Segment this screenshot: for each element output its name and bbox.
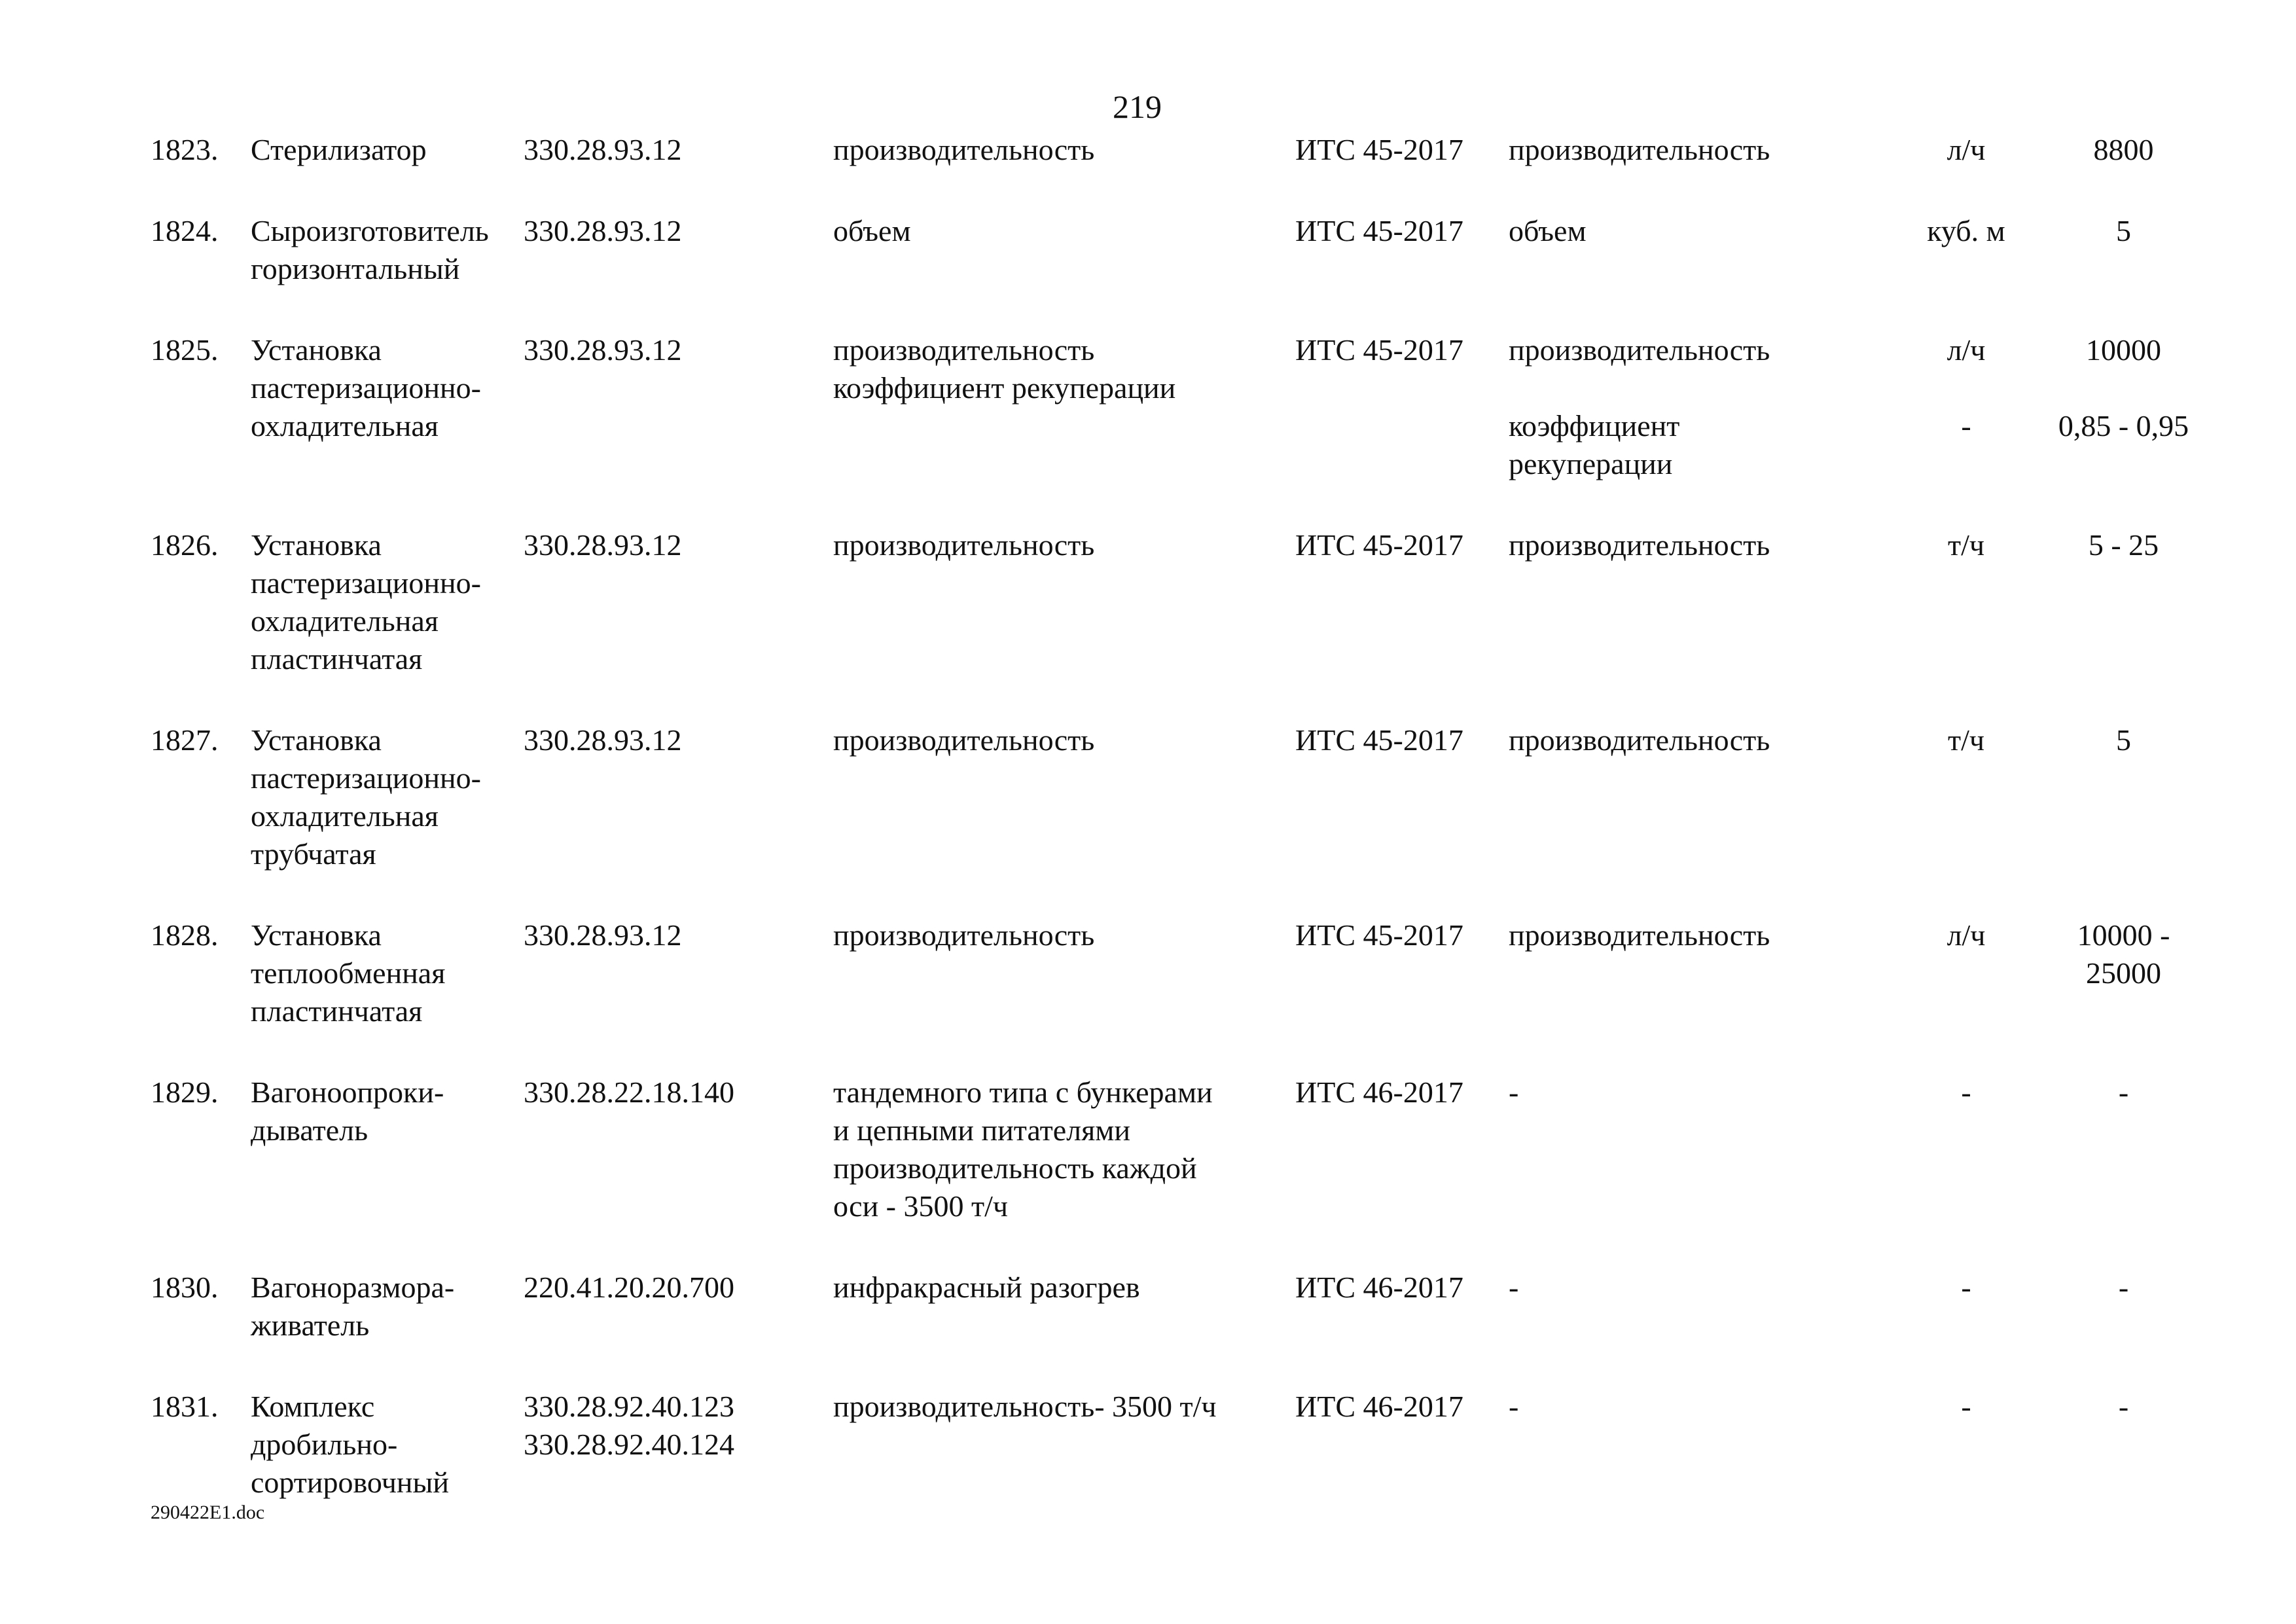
parameter-value: 10000 - 25000 bbox=[2077, 918, 2170, 990]
parameter-value: - bbox=[2118, 1271, 2129, 1304]
parameter-value: - bbox=[2118, 1075, 2129, 1109]
its-reference: ИТС 45-2017 bbox=[1295, 528, 1463, 562]
parameter-value: 8800 bbox=[2093, 133, 2154, 166]
okpd-code: 330.28.92.40.123 330.28.92.40.124 bbox=[524, 1390, 734, 1461]
footer-document-code: 290422E1.doc bbox=[151, 1502, 265, 1523]
page-number: 219 bbox=[1113, 88, 1162, 125]
parameter-name-cell bbox=[1509, 1269, 1897, 1388]
okpd-code: 330.28.22.18.140 bbox=[524, 1075, 734, 1109]
unit-of-measure: - bbox=[1961, 1271, 1971, 1304]
parameter-name: - bbox=[1509, 1390, 1519, 1423]
parameter-value-cell bbox=[2035, 721, 2212, 916]
row-number: 1827. bbox=[151, 723, 219, 757]
unit-of-measure-cell bbox=[1897, 1269, 2035, 1388]
parameter-name: производительность bbox=[1509, 918, 1770, 952]
row-number: 1831. bbox=[151, 1390, 219, 1423]
parameter-name: производительность bbox=[1509, 528, 1770, 562]
unit-of-measure-cell bbox=[1897, 916, 2035, 1074]
okpd-code: 330.28.93.12 bbox=[524, 333, 682, 367]
its-reference: ИТС 46-2017 bbox=[1295, 1390, 1463, 1423]
parameter-value: - bbox=[2118, 1390, 2129, 1423]
okpd-code: 220.41.20.20.700 bbox=[524, 1271, 734, 1304]
okpd-code: 330.28.93.12 bbox=[524, 528, 682, 562]
parameter-name-cell bbox=[1509, 1074, 1897, 1269]
table-row bbox=[151, 1269, 2212, 1388]
parameter-value: 0,85 - 0,95 bbox=[2058, 409, 2189, 442]
okpd-code: 330.28.93.12 bbox=[524, 918, 682, 952]
equipment-name: Установка пастеризационно- охладительная пластинчатая bbox=[251, 528, 481, 676]
parameter-value-cell bbox=[2035, 1074, 2212, 1269]
table-row bbox=[151, 526, 2212, 721]
unit-of-measure: - bbox=[1961, 409, 1971, 442]
characteristic-text: производительность bbox=[833, 723, 1095, 757]
unit-of-measure: л/ч bbox=[1946, 133, 1986, 166]
table-row bbox=[151, 212, 2212, 331]
characteristic-text: производительность bbox=[833, 528, 1095, 562]
characteristic-text: производительность коэффициент рекуперации bbox=[833, 333, 1176, 405]
row-number: 1824. bbox=[151, 214, 219, 247]
equipment-name: Вагоноопроки- дыватель bbox=[251, 1075, 444, 1147]
its-reference: ИТС 46-2017 bbox=[1295, 1075, 1463, 1109]
parameter-value-cell bbox=[2035, 131, 2212, 212]
table-row bbox=[151, 131, 2212, 212]
characteristic-text: производительность bbox=[833, 133, 1095, 166]
parameter-name-cell bbox=[1509, 526, 1897, 721]
row-number: 1825. bbox=[151, 333, 219, 367]
unit-of-measure: л/ч bbox=[1946, 333, 1986, 367]
its-reference: ИТС 45-2017 bbox=[1295, 918, 1463, 952]
row-number: 1826. bbox=[151, 528, 219, 562]
parameter-value: 5 bbox=[2116, 214, 2131, 247]
row-number: 1828. bbox=[151, 918, 219, 952]
okpd-code: 330.28.93.12 bbox=[524, 214, 682, 247]
parameter-name: производительность bbox=[1509, 723, 1770, 757]
unit-of-measure-cell bbox=[1897, 131, 2035, 212]
its-reference: ИТС 45-2017 bbox=[1295, 723, 1463, 757]
parameter-name-cell bbox=[1509, 212, 1897, 331]
parameter-name: производительность bbox=[1509, 333, 1770, 367]
table-row bbox=[151, 721, 2212, 916]
parameter-value-cell bbox=[2035, 916, 2212, 1074]
parameter-value: 10000 bbox=[2086, 333, 2161, 367]
parameter-name: - bbox=[1509, 1271, 1519, 1304]
unit-of-measure: т/ч bbox=[1947, 723, 1985, 757]
table-row bbox=[151, 1388, 2212, 1545]
characteristic-text: производительность- 3500 т/ч bbox=[833, 1390, 1217, 1423]
equipment-name: Установка пастеризационно- охладительная трубчатая bbox=[251, 723, 481, 871]
unit-of-measure: т/ч bbox=[1947, 528, 1985, 562]
characteristic-text: производительность bbox=[833, 918, 1095, 952]
parameter-name: - bbox=[1509, 1075, 1519, 1109]
parameter-name-cell bbox=[1509, 131, 1897, 212]
unit-of-measure-cell bbox=[1897, 1074, 2035, 1269]
unit-of-measure: - bbox=[1961, 1390, 1971, 1423]
unit-of-measure-cell bbox=[1897, 721, 2035, 916]
equipment-name: Вагоноразмора- живатель bbox=[251, 1271, 455, 1342]
equipment-name: Стерилизатор bbox=[251, 133, 427, 166]
unit-of-measure: куб. м bbox=[1927, 214, 2005, 247]
equipment-name: Сыроизготовитель горизонтальный bbox=[251, 214, 489, 285]
table-row bbox=[151, 916, 2212, 1074]
parameter-name-cell bbox=[1509, 331, 1897, 526]
row-number: 1830. bbox=[151, 1271, 219, 1304]
equipment-name: Комплекс дробильно- сортировочный bbox=[251, 1390, 450, 1499]
parameter-value-cell bbox=[2035, 212, 2212, 331]
parameter-name: производительность bbox=[1509, 133, 1770, 166]
unit-of-measure: л/ч bbox=[1946, 918, 1986, 952]
its-reference: ИТС 45-2017 bbox=[1295, 214, 1463, 247]
parameter-value: 5 - 25 bbox=[2088, 528, 2159, 562]
unit-of-measure-cell bbox=[1897, 212, 2035, 331]
parameter-name-cell bbox=[1509, 1388, 1897, 1545]
okpd-code: 330.28.93.12 bbox=[524, 723, 682, 757]
parameter-name-cell bbox=[1509, 916, 1897, 1074]
its-reference: ИТС 45-2017 bbox=[1295, 133, 1463, 166]
parameter-value-cell bbox=[2035, 526, 2212, 721]
characteristic-text: тандемного типа с бункерами и цепными питателями производительность каждой оси - 3500 т/ч bbox=[833, 1075, 1213, 1223]
equipment-name: Установка теплообменная пластинчатая bbox=[251, 918, 446, 1028]
unit-of-measure-cell bbox=[1897, 331, 2035, 526]
unit-of-measure: - bbox=[1961, 1075, 1971, 1109]
table-row bbox=[151, 1074, 2212, 1269]
parameter-value-cell bbox=[2035, 1388, 2212, 1545]
its-reference: ИТС 46-2017 bbox=[1295, 1271, 1463, 1304]
row-number: 1823. bbox=[151, 133, 219, 166]
okpd-code: 330.28.93.12 bbox=[524, 133, 682, 166]
row-number: 1829. bbox=[151, 1075, 219, 1109]
characteristic-text: объем bbox=[833, 214, 911, 247]
equipment-name: Установка пастеризационно- охладительная bbox=[251, 333, 481, 442]
parameter-name: коэффициент рекуперации bbox=[1509, 409, 1680, 480]
unit-of-measure-cell bbox=[1897, 526, 2035, 721]
equipment-table-body bbox=[151, 131, 2212, 1545]
parameter-name-cell bbox=[1509, 721, 1897, 916]
parameter-value-cell bbox=[2035, 331, 2212, 526]
parameter-value-cell bbox=[2035, 1269, 2212, 1388]
equipment-table bbox=[151, 131, 2212, 1545]
parameter-name: объем bbox=[1509, 214, 1587, 247]
parameter-value: 5 bbox=[2116, 723, 2131, 757]
table-row bbox=[151, 331, 2212, 526]
unit-of-measure-cell bbox=[1897, 1388, 2035, 1545]
characteristic-text: инфракрасный разогрев bbox=[833, 1271, 1140, 1304]
its-reference: ИТС 45-2017 bbox=[1295, 333, 1463, 367]
